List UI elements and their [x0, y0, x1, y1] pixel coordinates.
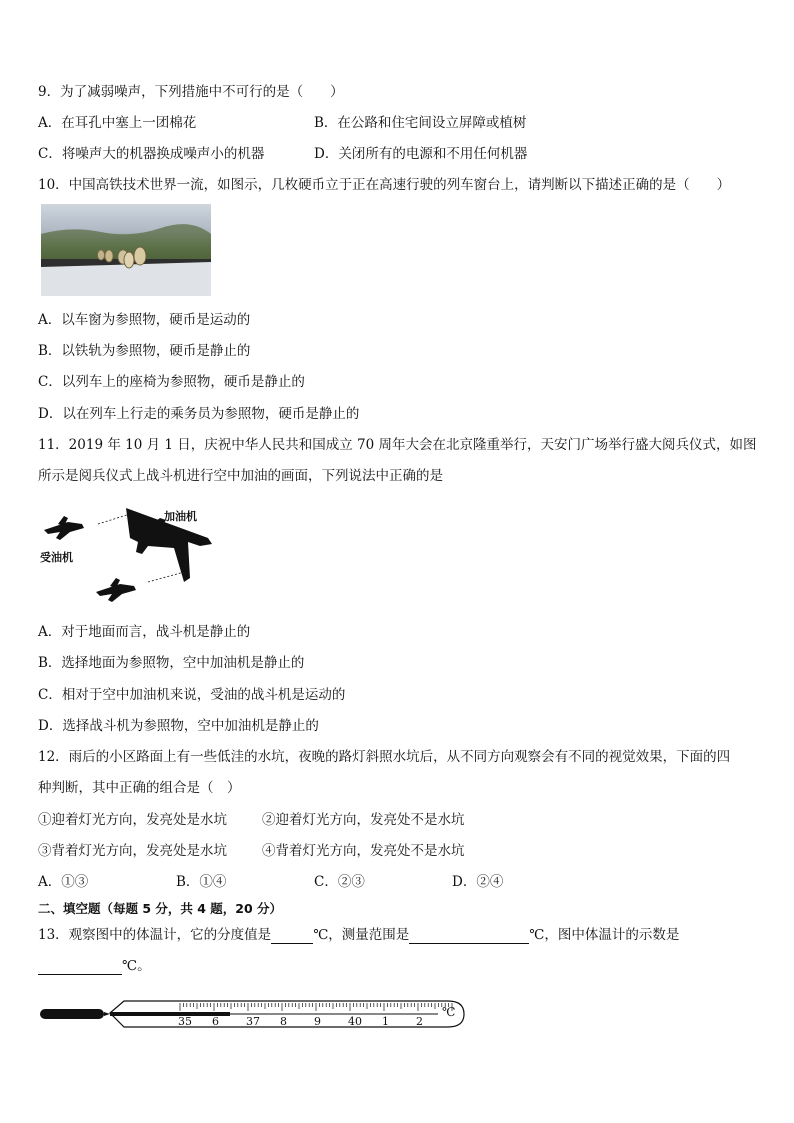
q11-option-b: B．选择地面为参照物，空中加油机是静止的	[38, 655, 305, 671]
scale-label: 1	[382, 1015, 389, 1028]
q11-stem-line2: 所示是阅兵仪式上战斗机进行空中加油的画面，下列说法中正确的是	[38, 468, 443, 484]
q12-option-b: B．①④	[176, 874, 227, 890]
q13-line2	[38, 957, 151, 975]
q13-line1	[38, 926, 679, 944]
q13-part4: ℃。	[122, 958, 151, 974]
scale-label: 37	[246, 1015, 260, 1028]
q12-stem-line1: 12．雨后的小区路面上有一些低洼的水坑，夜晚的路灯斜照水坑后，从不同方向观察会有不同的视觉效果，下面的四	[38, 749, 731, 765]
receiver-aircraft-icon	[44, 516, 84, 540]
q9-option-d: D．关闭所有的电源和不用任何机器	[314, 146, 528, 162]
aerial-refueling-figure	[38, 500, 238, 610]
scale-label: 35	[178, 1015, 192, 1028]
receiver-label: 受油机	[40, 551, 73, 564]
q9-option-b: B．在公路和住宅间设立屏障或植树	[314, 115, 527, 131]
q11-option-c: C．相对于空中加油机来说，受油的战斗机是运动的	[38, 687, 346, 703]
tanker-label: 加油机	[164, 510, 197, 523]
q10-stem: 10．中国高铁技术世界一流，如图示，几枚硬币立于正在高速行驶的列车窗台上，请判断以下描述正确的是（ ）	[38, 177, 731, 193]
receiver-aircraft-icon-2	[96, 578, 136, 602]
section-title: 二、填空题（每题 5 分，共 4 题，20 分）	[38, 901, 283, 916]
scale-label: 40	[348, 1015, 362, 1028]
q12-judgement-3: ③背着灯光方向，发亮处是水坑	[38, 843, 227, 859]
q11-option-d: D．选择战斗机为参照物，空中加油机是静止的	[38, 718, 319, 734]
q11-option-a: A．对于地面而言，战斗机是静止的	[38, 624, 251, 640]
q9-option-c: C．将噪声大的机器换成噪声小的机器	[38, 146, 265, 162]
q13-part3: ℃，图中体温计的示数是	[529, 927, 680, 943]
q12-stem-line2: 种判断，其中正确的组合是（ ）	[38, 780, 241, 796]
q9-stem: 9．为了减弱噪声，下列措施中不可行的是（ ）	[38, 84, 344, 100]
train-window-coins-photo	[41, 204, 211, 296]
scale-label: 8	[280, 1015, 287, 1028]
scale-label: 9	[314, 1015, 321, 1028]
division-value-blank[interactable]	[271, 929, 313, 944]
q12-option-a: A．①③	[38, 874, 89, 890]
q10-option-a: A．以车窗为参照物，硬币是运动的	[38, 312, 251, 328]
q9-option-a: A．在耳孔中塞上一团棉花	[38, 115, 197, 131]
q13-part1: 13．观察图中的体温计，它的分度值是	[38, 927, 272, 943]
q12-option-d: D．②④	[452, 874, 504, 890]
q12-judgement-1: ①迎着灯光方向，发亮处是水坑	[38, 812, 227, 828]
scale-label: 2	[416, 1015, 423, 1028]
q10-option-c: C．以列车上的座椅为参照物，硬币是静止的	[38, 374, 305, 390]
q10-option-d: D．以在列车上行走的乘务员为参照物，硬币是静止的	[38, 406, 360, 422]
scale-ticks	[180, 1003, 452, 1011]
q13-part2: ℃，测量范围是	[313, 927, 410, 943]
q12-judgement-4: ④背着灯光方向，发亮处不是水坑	[262, 843, 465, 859]
celsius-unit: ℃	[442, 1005, 456, 1019]
clinical-thermometer-figure	[38, 995, 468, 1035]
q10-option-b: B．以铁轨为参照物，硬币是静止的	[38, 343, 251, 359]
scale-label: 6	[212, 1015, 219, 1028]
q12-option-c: C．②③	[314, 874, 365, 890]
q12-judgement-2: ②迎着灯光方向，发亮处不是水坑	[262, 812, 465, 828]
q11-stem-line1: 11．2019 年 10 月 1 日，庆祝中华人民共和国成立 70 周年大会在北京隆重举行，天安门广场举行盛大阅兵仪式，如图	[38, 437, 757, 453]
reading-blank[interactable]	[38, 960, 122, 975]
measurement-range-blank[interactable]	[409, 929, 529, 944]
